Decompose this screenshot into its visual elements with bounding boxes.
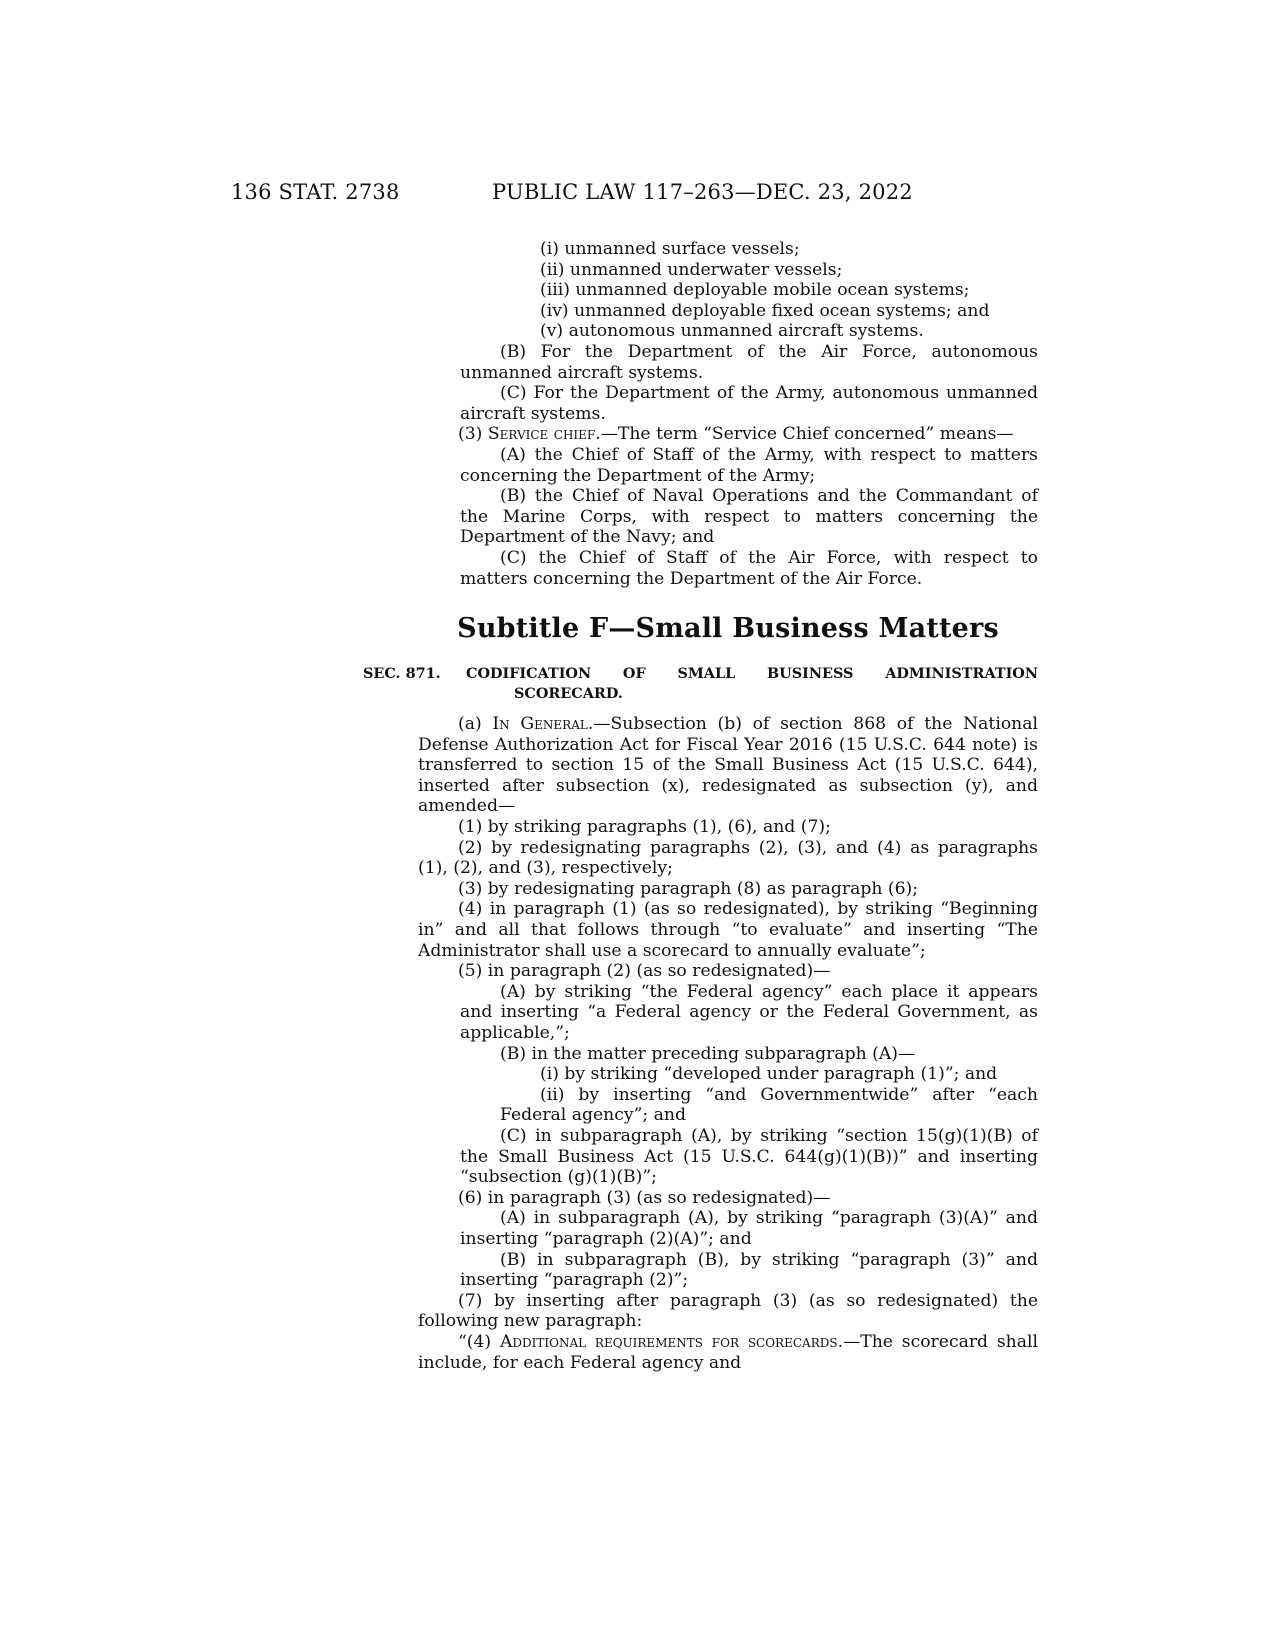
amendment-7: (7) by inserting after paragraph (3) (as so redesignated) the following new paragraph: [418,1290,1038,1332]
clause-ii: (ii) unmanned underwater vessels; [540,259,843,280]
paragraph-3-heading: Service chief [487,424,596,445]
new-paragraph-4-number: “(4) [458,1331,500,1352]
amendment-3: (3) by redesignating paragraph (8) as paragraph (6); [458,878,919,899]
section-title: CODIFICATION OF SMALL BUSINESS ADMINISTRATION SCORECARD. [466,665,1038,703]
amendment-5-c: (C) in subparagraph (A), by striking “section 15(g)(1)(B) of the Small Business Act (15 U.S.C. 644(g)(1)(B))” and inserting “subsection (g)(1)(B)”; [460,1125,1038,1188]
amendment-6-a: (A) in subparagraph (A), by striking “paragraph (3)(A)” and inserting “paragraph (2)(A)”; and [460,1208,1038,1249]
amendment-5-b: (B) in the matter preceding subparagraph (A)— [500,1043,916,1064]
clause-v: (v) autonomous unmanned aircraft systems. [540,321,924,342]
subsection-a-in-general [418,714,1038,817]
paragraph-3-text: .—The term “Service Chief concerned” means— [595,424,1014,445]
subsection-a-text: .—Subsection (b) of section 868 of the National Defense Authorization Act for Fiscal Year 2016 (15 U.S.C. 644 note) is transferred to section 15 of the Small Business Act (15 U.S.C. 644), inserted after subsection (x), redesignated as subsection (y), and amended— [418,714,1038,817]
subparagraph-c-air-force-chief: (C) the Chief of Staff of the Air Force, with respect to matters concerning the Department of the Air Force. [460,547,1038,589]
subparagraph-b-naval-operations: (B) the Chief of Naval Operations and the Commandant of the Marine Corps, with respect to matters concerning the Department of the Navy; and [460,486,1038,548]
amendment-6-b: (B) in subparagraph (B), by striking “paragraph (3)” and inserting “paragraph (2)”; [460,1249,1038,1291]
amendment-4: (4) in paragraph (1) (as so redesignated), by striking “Beginning in” and all that follows through “to evaluate” and inserting “The Administrator shall use a scorecard to annually evaluate”; [418,899,1038,961]
statute-page-number: 136 STAT. 2738 [231,180,400,204]
paragraph-3-number: (3) [458,424,488,445]
amendment-1: (1) by striking paragraphs (1), (6), and (7); [458,817,831,838]
subsection-a-number: (a) [458,714,493,735]
amendment-5-b-ii: (ii) by inserting “and Governmentwide” after “each Federal agency”; and [500,1084,1038,1126]
clause-iv: (iv) unmanned deployable fixed ocean systems; and [540,300,990,321]
new-paragraph-4-text: .—The scorecard shall include, for each Federal agency and [418,1331,1038,1373]
amendment-5: (5) in paragraph (2) (as so redesignated)— [458,961,831,982]
section-heading [363,664,1038,704]
paragraph-3-service-chief [418,424,1038,445]
subparagraph-a-army-chief: (A) the Chief of Staff of the Army, with respect to matters concerning the Department of the Army; [460,444,1038,486]
amendment-6: (6) in paragraph (3) (as so redesignated)— [458,1187,831,1208]
document-body [363,239,1038,1373]
subtitle-heading: Subtitle F—Small Business Matters [457,613,999,645]
subparagraph-b-air-force: (B) For the Department of the Air Force, autonomous unmanned aircraft systems. [460,341,1038,383]
clause-i: (i) unmanned surface vessels; [540,239,800,259]
page-header [0,180,1275,214]
subparagraph-c-army: (C) For the Department of the Army, autonomous unmanned aircraft systems. [460,383,1038,424]
running-head: PUBLIC LAW 117–263—DEC. 23, 2022 [492,180,913,204]
amendment-5-b-i: (i) by striking “developed under paragraph (1)”; and [540,1064,998,1085]
new-paragraph-4 [418,1332,1038,1373]
new-paragraph-4-heading: Additional requirements for scorecards [499,1331,838,1352]
subsection-a-heading: In General [492,714,588,735]
section-number: SEC. 871. [363,665,441,683]
amendment-2: (2) by redesignating paragraphs (2), (3), and (4) as paragraphs (1), (2), and (3), respectively; [418,837,1038,879]
clause-iii: (iii) unmanned deployable mobile ocean systems; [540,280,970,301]
amendment-5-a: (A) by striking “the Federal agency” each place it appears and inserting “a Federal agency or the Federal Government, as applicable,”; [460,981,1038,1043]
